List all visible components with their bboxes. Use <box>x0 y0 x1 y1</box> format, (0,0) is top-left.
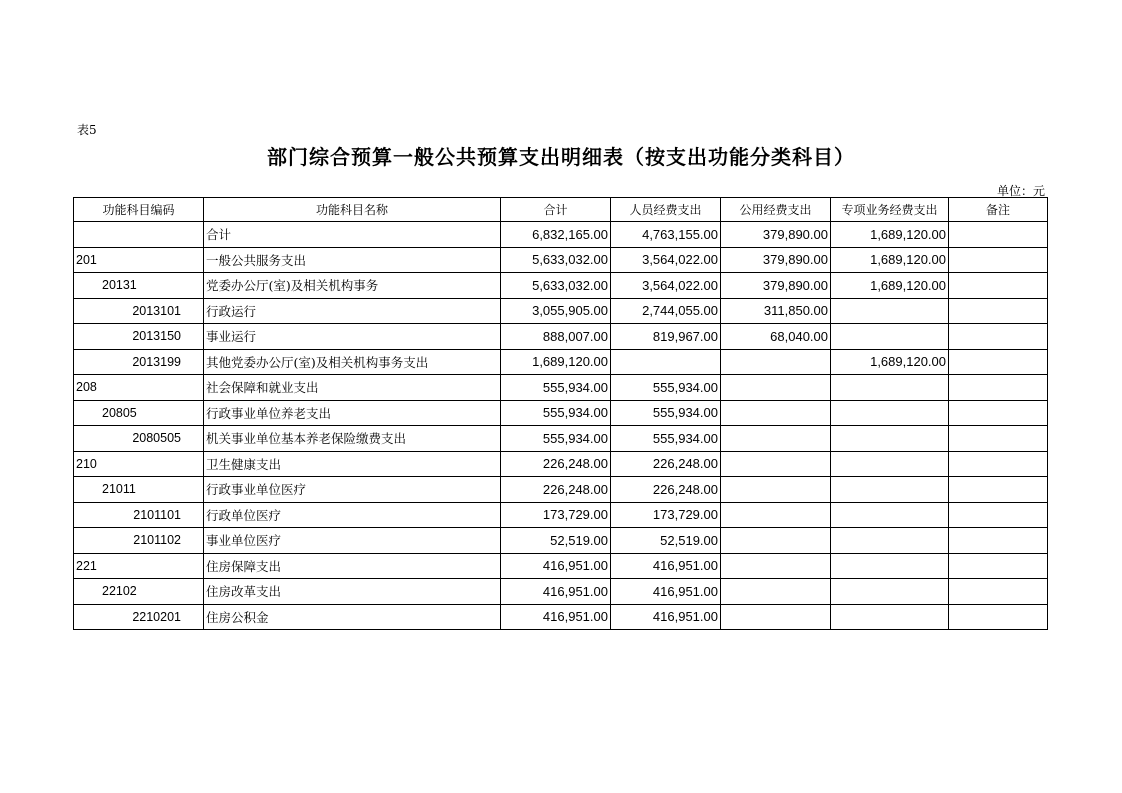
cell-name: 其他党委办公厅(室)及相关机构事务支出 <box>204 349 501 375</box>
cell-special: 1,689,120.00 <box>831 273 949 299</box>
cell-note <box>949 502 1048 528</box>
cell-personnel: 416,951.00 <box>611 579 721 605</box>
cell-name: 社会保障和就业支出 <box>204 375 501 401</box>
cell-public <box>721 477 831 503</box>
cell-special: 1,689,120.00 <box>831 349 949 375</box>
table-row <box>74 222 1048 248</box>
cell-name: 党委办公厅(室)及相关机构事务 <box>204 273 501 299</box>
cell-name: 行政单位医疗 <box>204 502 501 528</box>
cell-name: 事业运行 <box>204 324 501 350</box>
cell-public: 68,040.00 <box>721 324 831 350</box>
cell-code: 2013199 <box>74 349 204 375</box>
cell-total: 173,729.00 <box>501 502 611 528</box>
table-row <box>74 426 1048 452</box>
cell-total: 416,951.00 <box>501 579 611 605</box>
cell-code: 20805 <box>74 400 204 426</box>
cell-personnel: 2,744,055.00 <box>611 298 721 324</box>
cell-total: 555,934.00 <box>501 400 611 426</box>
cell-total: 52,519.00 <box>501 528 611 554</box>
cell-public: 379,890.00 <box>721 222 831 248</box>
cell-name: 行政运行 <box>204 298 501 324</box>
cell-personnel: 3,564,022.00 <box>611 273 721 299</box>
cell-code <box>74 222 204 248</box>
header-row <box>74 198 1048 222</box>
cell-note <box>949 222 1048 248</box>
cell-personnel: 226,248.00 <box>611 477 721 503</box>
cell-code: 21011 <box>74 477 204 503</box>
cell-public <box>721 502 831 528</box>
cell-special <box>831 604 949 630</box>
header-total: 合计 <box>501 198 611 222</box>
cell-total: 226,248.00 <box>501 451 611 477</box>
cell-name: 合计 <box>204 222 501 248</box>
cell-name: 一般公共服务支出 <box>204 247 501 273</box>
cell-name: 住房公积金 <box>204 604 501 630</box>
table-row <box>74 451 1048 477</box>
cell-note <box>949 604 1048 630</box>
cell-personnel: 4,763,155.00 <box>611 222 721 248</box>
expenditure-table <box>73 197 1048 630</box>
cell-public: 379,890.00 <box>721 247 831 273</box>
cell-personnel: 3,564,022.00 <box>611 247 721 273</box>
cell-personnel: 416,951.00 <box>611 604 721 630</box>
cell-code: 2080505 <box>74 426 204 452</box>
cell-personnel: 416,951.00 <box>611 553 721 579</box>
cell-total: 416,951.00 <box>501 553 611 579</box>
cell-special: 1,689,120.00 <box>831 247 949 273</box>
cell-personnel: 226,248.00 <box>611 451 721 477</box>
cell-code: 2101102 <box>74 528 204 554</box>
header-public: 公用经费支出 <box>721 198 831 222</box>
cell-name: 住房改革支出 <box>204 579 501 605</box>
cell-note <box>949 528 1048 554</box>
table-row <box>74 528 1048 554</box>
table-row <box>74 604 1048 630</box>
table-row <box>74 375 1048 401</box>
cell-special <box>831 553 949 579</box>
cell-note <box>949 426 1048 452</box>
cell-total: 6,832,165.00 <box>501 222 611 248</box>
cell-special <box>831 400 949 426</box>
cell-total: 555,934.00 <box>501 426 611 452</box>
cell-code: 22102 <box>74 579 204 605</box>
cell-public <box>721 451 831 477</box>
cell-code: 221 <box>74 553 204 579</box>
cell-public <box>721 426 831 452</box>
cell-note <box>949 579 1048 605</box>
cell-note <box>949 273 1048 299</box>
table-row <box>74 579 1048 605</box>
cell-note <box>949 298 1048 324</box>
cell-name: 机关事业单位基本养老保险缴费支出 <box>204 426 501 452</box>
cell-special <box>831 324 949 350</box>
cell-public <box>721 579 831 605</box>
header-name: 功能科目名称 <box>204 198 501 222</box>
cell-personnel: 555,934.00 <box>611 375 721 401</box>
cell-total: 888,007.00 <box>501 324 611 350</box>
cell-name: 卫生健康支出 <box>204 451 501 477</box>
cell-special <box>831 451 949 477</box>
cell-code: 210 <box>74 451 204 477</box>
cell-total: 3,055,905.00 <box>501 298 611 324</box>
cell-total: 1,689,120.00 <box>501 349 611 375</box>
table-row <box>74 502 1048 528</box>
cell-total: 416,951.00 <box>501 604 611 630</box>
cell-name: 住房保障支出 <box>204 553 501 579</box>
cell-public <box>721 553 831 579</box>
cell-personnel: 555,934.00 <box>611 400 721 426</box>
cell-code: 2101101 <box>74 502 204 528</box>
cell-name: 行政事业单位养老支出 <box>204 400 501 426</box>
cell-code: 201 <box>74 247 204 273</box>
header-special: 专项业务经费支出 <box>831 198 949 222</box>
table-row <box>74 477 1048 503</box>
page-title: 部门综合预算一般公共预算支出明细表（按支出功能分类科目） <box>267 145 855 169</box>
unit-label: 单位：元 <box>996 184 1045 198</box>
header-personnel: 人员经费支出 <box>611 198 721 222</box>
header-note: 备注 <box>949 198 1048 222</box>
cell-name: 行政事业单位医疗 <box>204 477 501 503</box>
cell-note <box>949 400 1048 426</box>
cell-total: 555,934.00 <box>501 375 611 401</box>
table-row <box>74 298 1048 324</box>
table-row <box>74 324 1048 350</box>
cell-special <box>831 579 949 605</box>
cell-note <box>949 247 1048 273</box>
cell-personnel: 819,967.00 <box>611 324 721 350</box>
cell-total: 226,248.00 <box>501 477 611 503</box>
cell-personnel: 173,729.00 <box>611 502 721 528</box>
cell-public <box>721 528 831 554</box>
cell-name: 事业单位医疗 <box>204 528 501 554</box>
cell-public <box>721 400 831 426</box>
cell-personnel: 555,934.00 <box>611 426 721 452</box>
table-row <box>74 349 1048 375</box>
cell-public: 311,850.00 <box>721 298 831 324</box>
cell-public: 379,890.00 <box>721 273 831 299</box>
cell-code: 2013101 <box>74 298 204 324</box>
cell-code: 2013150 <box>74 324 204 350</box>
cell-personnel: 52,519.00 <box>611 528 721 554</box>
cell-special <box>831 477 949 503</box>
header-code: 功能科目编码 <box>74 198 204 222</box>
cell-note <box>949 324 1048 350</box>
table-row <box>74 553 1048 579</box>
cell-total: 5,633,032.00 <box>501 247 611 273</box>
cell-public <box>721 604 831 630</box>
cell-note <box>949 553 1048 579</box>
cell-special <box>831 502 949 528</box>
cell-special <box>831 375 949 401</box>
cell-total: 5,633,032.00 <box>501 273 611 299</box>
cell-code: 2210201 <box>74 604 204 630</box>
cell-public <box>721 375 831 401</box>
cell-code: 208 <box>74 375 204 401</box>
table-row <box>74 400 1048 426</box>
cell-personnel <box>611 349 721 375</box>
cell-note <box>949 477 1048 503</box>
cell-special <box>831 298 949 324</box>
cell-special: 1,689,120.00 <box>831 222 949 248</box>
cell-note <box>949 375 1048 401</box>
cell-special <box>831 426 949 452</box>
table-row <box>74 273 1048 299</box>
cell-code: 20131 <box>74 273 204 299</box>
cell-note <box>949 451 1048 477</box>
cell-public <box>721 349 831 375</box>
cell-special <box>831 528 949 554</box>
cell-note <box>949 349 1048 375</box>
table-number: 表5 <box>77 123 97 137</box>
table-row <box>74 247 1048 273</box>
